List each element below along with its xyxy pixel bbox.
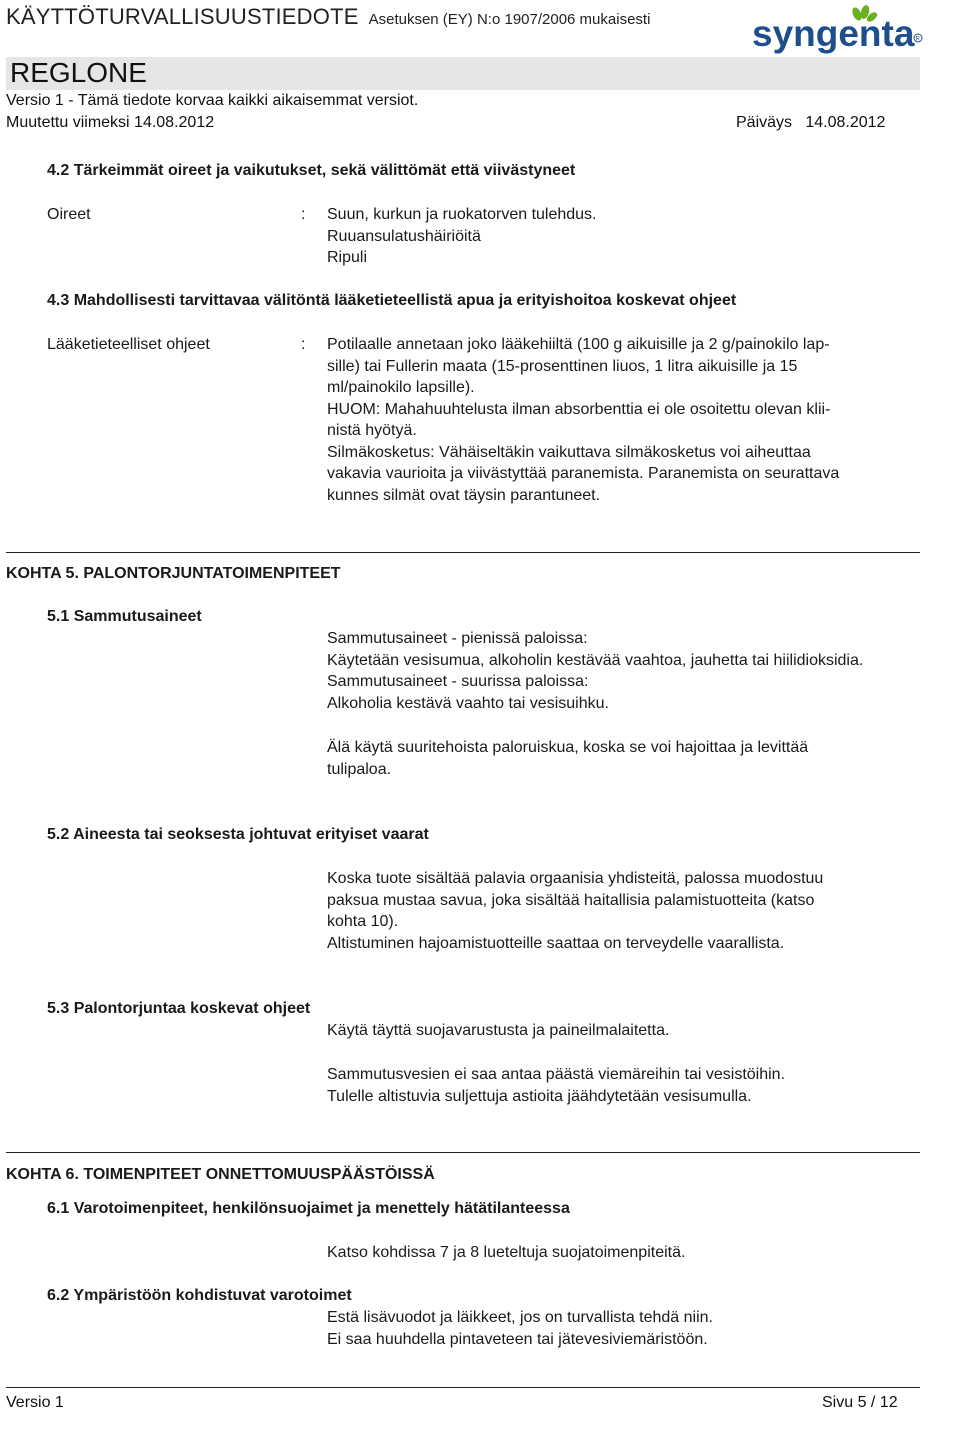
svg-text:R: R: [915, 36, 920, 43]
text-line: sille) tai Fullerin maata (15-prosenttinen liuos, 1 litra aikuisille ja 15: [327, 357, 798, 375]
symptoms-text: [327, 204, 597, 269]
text-line: HUOM: Mahahuuhtelusta ilman absorbenttia ei ole osoitettu olevan klii-: [327, 400, 831, 418]
text-line: ml/painokilo lapsille).: [327, 379, 475, 396]
section-divider: [6, 1152, 920, 1153]
syngenta-logo-mark: [752, 2, 927, 60]
logo-wordmark: syngenta: [752, 13, 915, 54]
section-divider: [6, 552, 920, 553]
document-title-text: KÄYTTÖTURVALLISUUSTIEDOTE: [6, 4, 359, 29]
text-line: Käytetään vesisumua, alkoholin kestävää vaahtoa, jauhetta tai hiilidioksidia.: [327, 651, 864, 669]
date-line: [736, 114, 885, 132]
heading-5-3: 5.3 Palontorjuntaa koskevat ohjeet: [47, 1000, 311, 1017]
date-label: Päiväys: [736, 114, 793, 131]
medical-advice-label: Lääketieteelliset ohjeet: [47, 336, 210, 353]
text-line: paksua mustaa savua, joka sisältää haitallisia palamistuotteita (katso: [327, 891, 815, 909]
text-line: Suun, kurkun ja ruokatorven tulehdus.: [327, 206, 597, 223]
text-line: Silmäkosketus: Vähäiseltäkin vaikuttava silmäkosketus voi aiheuttaa: [327, 443, 811, 461]
firefighting-advice-text: [327, 1020, 669, 1042]
text-line: kohta 10).: [327, 913, 399, 930]
text-line: Katso kohdissa 7 ja 8 lueteltuja suojatoimenpiteitä.: [327, 1244, 686, 1261]
text-line: Alkoholia kestävä vaahto tai vesisuihku.: [327, 694, 609, 712]
text-line: Sammutusaineet - pienissä paloissa:: [327, 630, 588, 647]
text-line: Tulelle altistuvia suljettuja astioita jäähdytetään vesisumulla.: [327, 1087, 752, 1105]
symptoms-label: Oireet: [47, 206, 91, 223]
section-5-title: KOHTA 5. PALONTORJUNTATOIMENPITEET: [6, 565, 341, 582]
section-6-title: KOHTA 6. TOIMENPITEET ONNETTOMUUSPÄÄSTÖISSÄ: [6, 1166, 435, 1183]
heading-6-2: 6.2 Ympäristöön kohdistuvat varotoimet: [47, 1287, 352, 1304]
environmental-precautions-text: [327, 1307, 713, 1350]
heading-4-3: 4.3 Mahdollisesti tarvittavaa välitöntä lääketieteellistä apua ja erityishoitoa koskevat ohjeet: [47, 292, 737, 309]
text-line: nistä hyötyä.: [327, 422, 417, 439]
text-line: kunnes silmät ovat täysin parantuneet.: [327, 486, 601, 504]
modified-line: Muutettu viimeksi 14.08.2012: [6, 114, 215, 131]
medical-advice-text: [327, 334, 839, 506]
heading-6-1: 6.1 Varotoimenpiteet, henkilönsuojaimet ja menettely hätätilanteessa: [47, 1200, 570, 1217]
text-line: Koska tuote sisältää palavia orgaanisia yhdisteitä, palossa muodostuu: [327, 870, 824, 887]
text-line: Ruuansulatushäiriöitä: [327, 227, 481, 245]
text-line: Sammutusvesien ei saa antaa päästä viemäreihin tai vesistöihin.: [327, 1066, 786, 1083]
text-line: Altistuminen hajoamistuotteille saattaa on terveydelle vaarallista.: [327, 934, 785, 952]
firefighting-water-text: [327, 1064, 785, 1107]
regulation-text: Asetuksen (EY) N:o 1907/2006 mukaisesti: [368, 11, 651, 28]
text-line: tulipaloa.: [327, 760, 392, 778]
symptoms-colon: :: [301, 206, 306, 223]
date-value: 14.08.2012: [805, 114, 886, 131]
personal-precautions-text: [327, 1242, 685, 1264]
heading-5-1: 5.1 Sammutusaineet: [47, 608, 202, 625]
text-line: vakavia vaurioita ja viivästyttää paranemista. Paranemista on seurattava: [327, 465, 840, 482]
product-name: REGLONE: [10, 57, 147, 88]
text-line: Ei saa huuhdella pintaveteen tai jätevesiviemäristöön.: [327, 1330, 708, 1348]
document-title: [6, 4, 650, 30]
footer-version: Versio 1: [6, 1394, 64, 1411]
text-line: Ripuli: [327, 249, 368, 266]
text-line: Käytä täyttä suojavarustusta ja paineilmalaitetta.: [327, 1022, 670, 1039]
version-line: Versio 1 - Tämä tiedote korvaa kaikki aikaisemmat versiot.: [6, 92, 419, 109]
text-line: Älä käytä suuritehoista paloruiskua, koska se voi hajoittaa ja levittää: [327, 739, 809, 756]
extinguishing-media-text: [327, 628, 863, 714]
footer-divider: [6, 1387, 920, 1388]
footer-page-number: Sivu 5 / 12: [822, 1394, 898, 1411]
text-line: Potilaalle annetaan joko lääkehiiltä (100 g aikuisille ja 2 g/painokilo lap-: [327, 336, 830, 353]
text-line: Estä lisävuodot ja läikkeet, jos on turvallista tehdä niin.: [327, 1309, 713, 1326]
special-hazards-text: [327, 868, 823, 954]
extinguishing-warning-text: [327, 737, 808, 780]
heading-5-2: 5.2 Aineesta tai seoksesta johtuvat erityiset vaarat: [47, 826, 429, 843]
heading-4-2: 4.2 Tärkeimmät oireet ja vaikutukset, sekä välittömät että viivästyneet: [47, 162, 576, 179]
text-line: Sammutusaineet - suurissa paloissa:: [327, 673, 589, 690]
syngenta-logo: [752, 2, 927, 60]
medical-advice-colon: :: [301, 336, 306, 353]
